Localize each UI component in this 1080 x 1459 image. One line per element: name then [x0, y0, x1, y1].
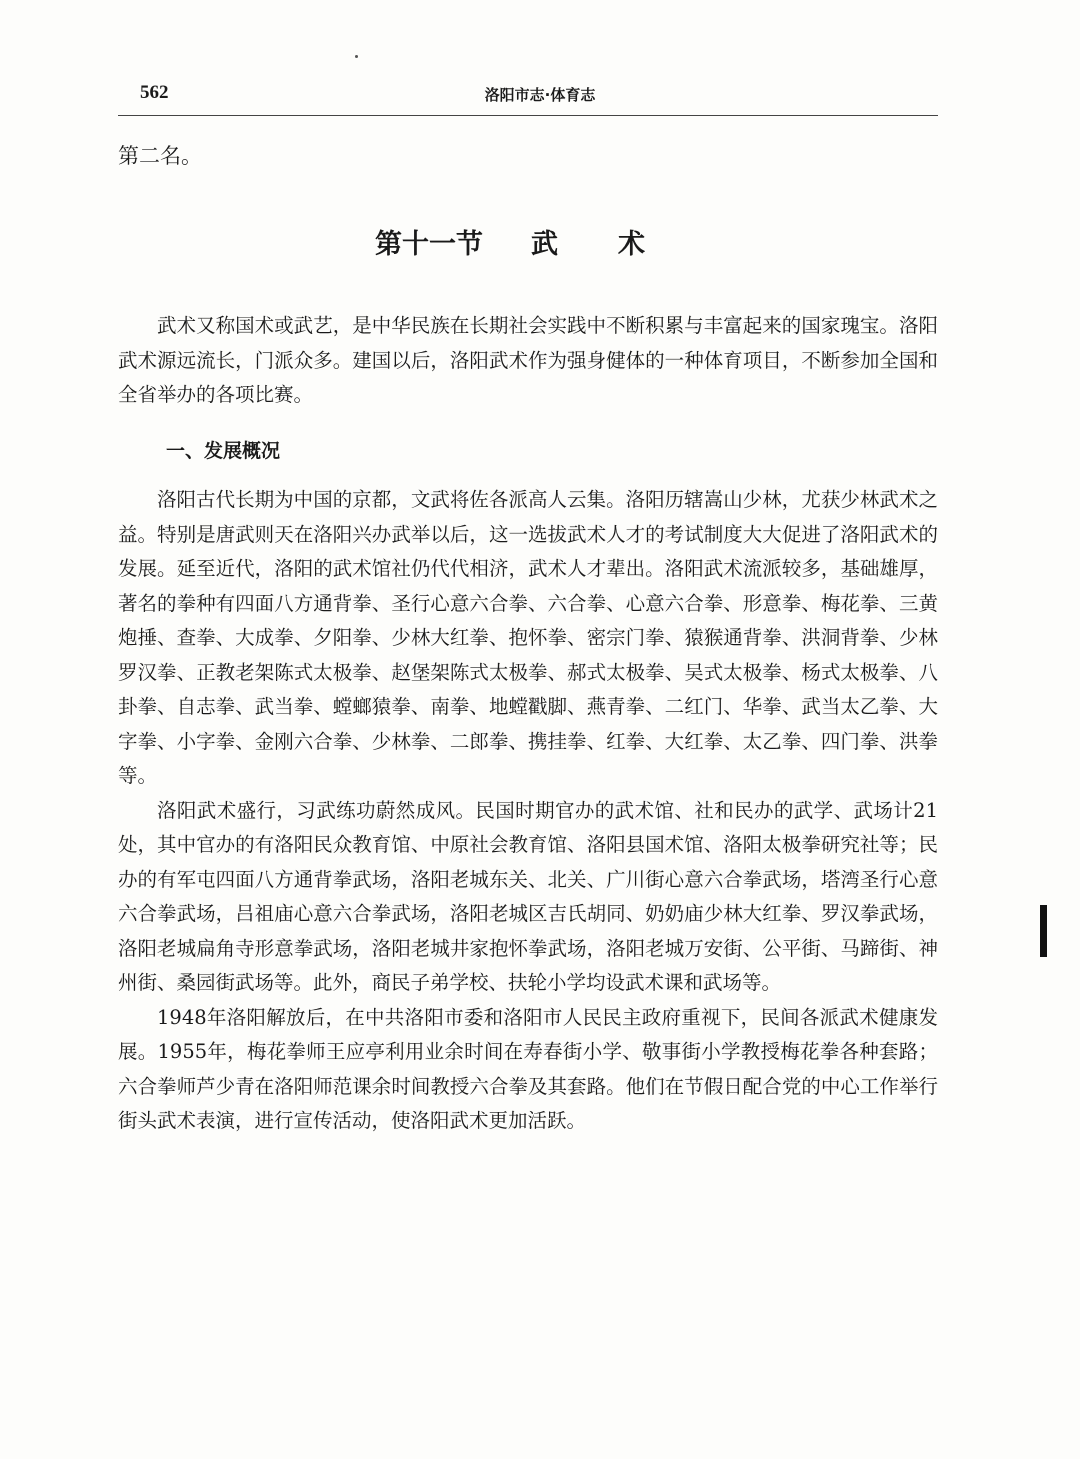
- intro-block: [118, 309, 938, 413]
- header-rule: [118, 115, 938, 116]
- paragraph: 洛阳古代长期为中国的京都，文武将佐各派高人云集。洛阳历辖嵩山少林，尤获少林武术之益。特别是唐武则天在洛阳兴办武举以后，这一选拔武术人才的考试制度大大促进了洛阳武术的发展。延至近代，洛阳的武术馆社仍代代相济，武术人才辈出。洛阳武术流派较多，基础雄厚，著名的拳种有四面八方通背拳、圣行心意六合拳、六合拳、心意六合拳、形意拳、梅花拳、三黄炮捶、查拳、大成拳、夕阳拳、少林大红拳、抱怀拳、密宗门拳、猿猴通背拳、洪洞背拳、少林罗汉拳、正教老架陈式太极拳、赵堡架陈式太极拳、郝式太极拳、吴式太极拳、杨式太极拳、八卦拳、自志拳、武当拳、螳螂猿拳、南拳、地螳戳脚、燕青拳、二红门、华拳、武当太乙拳、大字拳、小字拳、金刚六合拳、少林拳、二郎拳、携挂拳、红拳、大红拳、太乙拳、四门拳、洪拳等。: [118, 488, 938, 787]
- paragraph: 洛阳武术盛行，习武练功蔚然成风。民国时期官办的武术馆、社和民办的武学、武场计21处，其中官办的有洛阳民众教育馆、中原社会教育馆、洛阳县国术馆、洛阳太极拳研究社等；民办的有军屯四面八方通背拳武场，洛阳老城东关、北关、广川街心意六合拳武场，塔湾圣行心意六合拳武场，吕祖庙心意六合拳武场，洛阳老城区吉氏胡同、奶奶庙少林大红拳、罗汉拳武场，洛阳老城扁角寺形意拳武场，洛阳老城井家抱怀拳武场，洛阳老城万安街、公平街、马蹄街、神州街、桑园街武场等。此外，商民子弟学校、扶轮小学均设武术课和武场等。: [118, 798, 938, 994]
- running-title: 洛阳市志·体育志: [484, 86, 596, 104]
- intro-paragraph: 武术又称国术或武艺，是中华民族在长期社会实践中不断积累与丰富起来的国家瑰宝。洛阳武术源远流长，门派众多。建国以后，洛阳武术作为强身健体的一种体育项目，不断参加全国和全省举办的各项比赛。: [118, 314, 938, 406]
- scan-speck: [355, 55, 358, 58]
- scan-binding-mark: [1040, 905, 1047, 957]
- section-title: [0, 222, 1080, 261]
- section-number: 第十一节: [375, 229, 483, 260]
- main-text: [118, 483, 938, 1139]
- page-number: 562: [140, 82, 169, 103]
- paragraph: 1948年洛阳解放后，在中共洛阳市委和洛阳市人民民主政府重视下，民间各派武术健康发展。1955年，梅花拳师王应亭利用业余时间在寿春街小学、敬事街小学教授梅花拳各种套路；六合拳师芦少青在洛阳师范课余时间教授六合拳及其套路。他们在节假日配合党的中心工作举行街头武术表演，进行宣传活动，使洛阳武术更加活跃。: [118, 1005, 938, 1132]
- subsection-heading: 一、发展概况: [166, 440, 281, 462]
- continued-text: 第二名。: [118, 144, 202, 168]
- section-name: 武术: [531, 229, 705, 260]
